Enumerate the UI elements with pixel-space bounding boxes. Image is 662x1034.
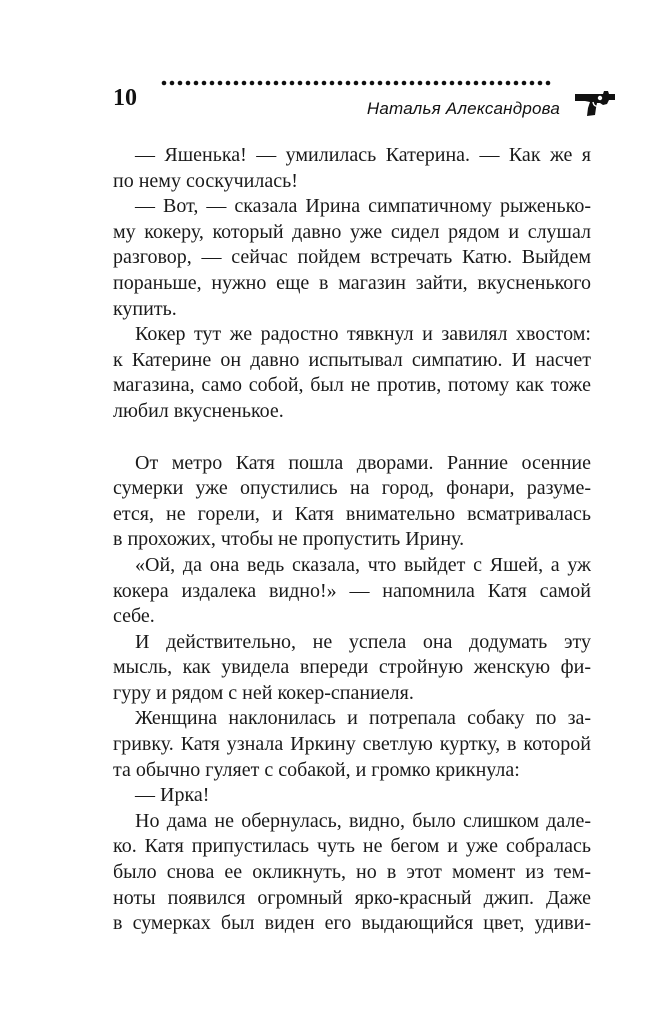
text-line: Но дама не обернулась, видно, было слишком дале- bbox=[135, 809, 591, 832]
text-line: — Вот, — сказала Ирина симпатичному рыженько- bbox=[135, 195, 591, 218]
rule-dot bbox=[162, 81, 167, 86]
revolver-icon bbox=[573, 88, 617, 118]
rule-dot bbox=[202, 81, 207, 86]
text-line: От метро Катя пошла дворами. Ранние осенние bbox=[135, 451, 591, 474]
rule-dot bbox=[314, 81, 319, 86]
paragraph bbox=[113, 630, 591, 707]
text-line: гривку. Катя узнала Иркину светлую куртку, в которой bbox=[113, 733, 591, 756]
rule-dot bbox=[282, 81, 287, 86]
rule-dot bbox=[298, 81, 303, 86]
text-line: сумерки уже опустились на город, фонари, разуме- bbox=[113, 477, 591, 500]
text-line: себе. bbox=[113, 605, 155, 628]
rule-dot bbox=[170, 81, 175, 86]
text-line: ноты появился огромный ярко-красный джип. Даже bbox=[113, 886, 591, 909]
text-line: ется, не горели, и Катя внимательно всматривалась bbox=[113, 502, 591, 525]
text-line: разговор, — сейчас пойдем встречать Катю. Выйдем bbox=[113, 246, 591, 269]
text-line: по нему соскучилась! bbox=[113, 169, 298, 192]
text-body bbox=[113, 143, 591, 937]
rule-dot bbox=[442, 81, 447, 86]
text-line: «Ой, да она ведь сказала, что выйдет с Яшей, а уж bbox=[135, 553, 591, 576]
rule-dot bbox=[290, 81, 295, 86]
text-line: в сумерках был виден его выдающийся цвет, удиви- bbox=[113, 912, 591, 935]
rule-dot bbox=[234, 81, 239, 86]
paragraph bbox=[113, 809, 591, 937]
rule-dot bbox=[546, 81, 551, 86]
rule-dot bbox=[322, 81, 327, 86]
rule-dot bbox=[226, 81, 231, 86]
rule-dot bbox=[418, 81, 423, 86]
text-line: к Катерине он давно испытывал симпатию. И насчет bbox=[113, 348, 591, 371]
rule-dot bbox=[210, 81, 215, 86]
rule-dot bbox=[522, 81, 527, 86]
rule-dot bbox=[178, 81, 183, 86]
rule-dot bbox=[346, 81, 351, 86]
rule-dot bbox=[266, 81, 271, 86]
paragraph bbox=[113, 783, 591, 809]
rule-dot bbox=[498, 81, 503, 86]
rule-dot bbox=[370, 81, 375, 86]
rule-dot bbox=[474, 81, 479, 86]
rule-dot bbox=[338, 81, 343, 86]
text-line: пораньше, нужно еще в магазин зайти, вкусненького bbox=[113, 271, 591, 294]
rule-dot bbox=[506, 81, 511, 86]
rule-dot bbox=[330, 81, 335, 86]
text-line: было снова ее окликнуть, но в этот момент из тем- bbox=[113, 861, 591, 884]
rule-dot bbox=[410, 81, 415, 86]
rule-dot bbox=[394, 81, 399, 86]
header-dotted-rule bbox=[160, 76, 560, 90]
text-line: гуру и рядом с ней кокер-спаниеля. bbox=[113, 681, 414, 704]
page-number: 10 bbox=[113, 85, 137, 111]
rule-dot bbox=[378, 81, 383, 86]
section-break bbox=[113, 425, 591, 451]
text-line: любил вкусненькое. bbox=[113, 399, 284, 422]
rule-dot bbox=[458, 81, 463, 86]
text-line: — Яшенька! — умилилась Катерина. — Как же я bbox=[135, 144, 591, 166]
rule-dot bbox=[490, 81, 495, 86]
rule-dot bbox=[274, 81, 279, 86]
rule-dot bbox=[362, 81, 367, 86]
paragraph bbox=[113, 553, 591, 630]
rule-dot bbox=[466, 81, 471, 86]
rule-dot bbox=[530, 81, 535, 86]
text-line: мысль, как увидела впереди стройную женскую фи- bbox=[113, 656, 591, 679]
text-line: Кокер тут же радостно тявкнул и завилял хвостом: bbox=[135, 323, 591, 346]
paragraph bbox=[113, 706, 591, 783]
text-line: кокера издалека видно!» — напомнила Катя самой bbox=[113, 579, 591, 602]
rule-dot bbox=[250, 81, 255, 86]
paragraph bbox=[113, 451, 591, 553]
rule-dot bbox=[354, 81, 359, 86]
text-line: — Ирка! bbox=[135, 784, 210, 807]
rule-dot bbox=[402, 81, 407, 86]
rule-dot bbox=[482, 81, 487, 86]
text-line: му кокеру, который давно уже сидел рядом и слушал bbox=[113, 220, 591, 243]
rule-dot bbox=[434, 81, 439, 86]
paragraph bbox=[113, 194, 591, 322]
rule-dot bbox=[258, 81, 263, 86]
rule-dot bbox=[194, 81, 199, 86]
paragraph bbox=[113, 143, 591, 194]
rule-dot bbox=[306, 81, 311, 86]
text-line: в прохожих, чтобы не пропустить Ирину. bbox=[113, 528, 465, 551]
text-line: ко. Катя припустилась чуть не бегом и уже собралась bbox=[113, 835, 591, 858]
text-line: та обычно гуляет с собакой, и громко крикнула: bbox=[113, 758, 520, 781]
rule-dot bbox=[218, 81, 223, 86]
text-line: И действительно, не успела она додумать эту bbox=[135, 630, 591, 653]
paragraph bbox=[113, 322, 591, 424]
text-line: купить. bbox=[113, 297, 177, 320]
rule-dot bbox=[242, 81, 247, 86]
rule-dot bbox=[386, 81, 391, 86]
rule-dot bbox=[514, 81, 519, 86]
rule-dot bbox=[426, 81, 431, 86]
running-head-author: Наталья Александрова bbox=[366, 99, 560, 118]
rule-dot bbox=[186, 81, 191, 86]
rule-dot bbox=[450, 81, 455, 86]
text-line: Женщина наклонилась и потрепала собаку по за- bbox=[135, 707, 591, 730]
rule-dot bbox=[538, 81, 543, 86]
text-line: магазина, само собой, был не против, потому как тоже bbox=[113, 374, 591, 397]
